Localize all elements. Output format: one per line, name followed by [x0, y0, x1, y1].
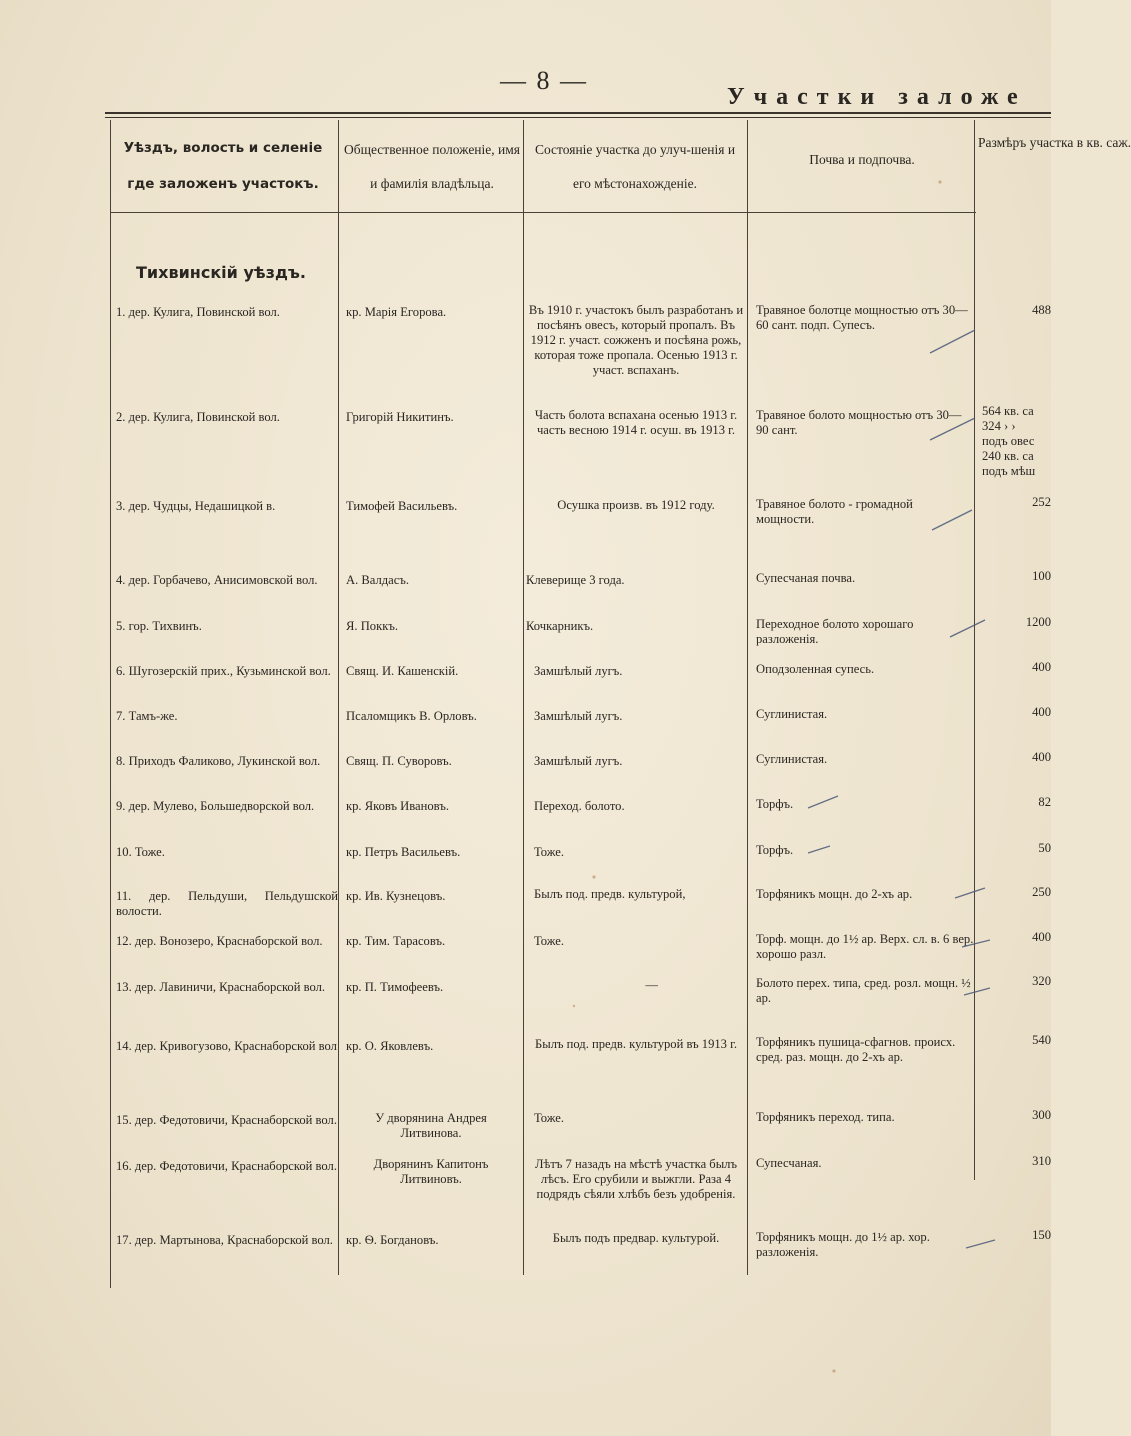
table-border-left — [110, 120, 111, 1288]
row-place: 8. Приходъ Фаликово, Лукинской вол. — [116, 754, 321, 768]
column-divider-3 — [747, 120, 748, 1275]
column-divider-1 — [338, 120, 339, 1275]
row-condition: Часть болота вспахана осенью 1913 г. часть весною 1914 г. осуш. въ 1913 г. — [534, 408, 738, 437]
header-rule — [105, 112, 1051, 114]
row-place: 11. дер. Пельдуши, Пельдушской волости. — [116, 889, 338, 918]
size-line: 240 кв. са — [982, 449, 1034, 463]
row-owner: кр. Яковъ Ивановъ. — [346, 799, 449, 813]
row-owner: кр. Марія Егорова. — [346, 305, 447, 319]
row-size: 82 — [1038, 795, 1051, 809]
size-line: подъ овес — [982, 434, 1035, 448]
page-number: — 8 — — [500, 66, 588, 95]
row-size: 400 — [1032, 750, 1051, 764]
row-size: 488 — [1032, 303, 1051, 317]
header-condition: Состояніе участка до улуч-шенія и его мѣстонахожденіе. — [534, 142, 736, 191]
row-owner: Григорій Никитинъ. — [346, 410, 454, 424]
row-condition: Переход. болото. — [534, 799, 625, 813]
header-owner: Общественное положеніе, имя и фамилія владѣльца. — [343, 142, 521, 191]
row-soil: Торф. мощн. до 1½ ар. Верх. сл. в. 6 вер. хорошо разл. — [756, 932, 974, 961]
header-size: Размѣръ участка в кв. саж. — [978, 135, 1131, 150]
size-line: подъ мѣш — [982, 464, 1036, 478]
row-size: 310 — [1032, 1154, 1051, 1168]
size-line: 324 › › — [982, 419, 1016, 433]
row-condition: Замшѣлый лугъ. — [534, 709, 623, 723]
row-condition: Тоже. — [534, 934, 565, 948]
row-condition: Былъ под. предв. культурой, — [534, 887, 686, 901]
row-owner: кр. Ив. Кузнецовъ. — [346, 889, 446, 903]
row-place: 7. Тамъ-же. — [116, 709, 178, 723]
row-place: 9. дер. Мулево, Большедворской вол. — [116, 799, 315, 813]
row-condition: Осушка произв. въ 1912 году. — [557, 498, 715, 512]
header-rule-thin — [105, 117, 1051, 118]
row-size: 50 — [1038, 841, 1051, 855]
row-place: 4. дер. Горбачево, Анисимовской вол. — [116, 573, 318, 587]
row-owner: У дворянина Андрея Литвинова. — [375, 1111, 487, 1140]
row-place: 14. дер. Кривогузово, Краснаборской вол — [116, 1039, 337, 1053]
row-owner: кр. О. Яковлевъ. — [346, 1039, 434, 1053]
row-condition: Тоже. — [534, 845, 565, 859]
row-condition: Былъ подъ предвар. культурой. — [552, 1231, 720, 1245]
row-size: 250 — [1032, 885, 1051, 899]
row-place: 17. дер. Мартынова, Краснаборской вол. — [116, 1233, 333, 1247]
row-condition: Былъ под. предв. культурой въ 1913 г. — [535, 1037, 737, 1051]
row-place: 3. дер. Чудцы, Недашицкой в. — [116, 499, 276, 513]
row-soil: Травяное болотце мощностью отъ 30—60 сант. подп. Супесъ. — [756, 303, 968, 332]
row-place: 2. дер. Кулига, Повинской вол. — [116, 410, 280, 424]
row-owner: Псаломщикъ В. Орловъ. — [346, 709, 477, 723]
row-condition: Замшѣлый лугъ. — [534, 664, 623, 678]
row-soil: Супесчаная. — [756, 1156, 822, 1170]
row-size: 400 — [1032, 930, 1051, 944]
row-owner: Свящ. П. Суворовъ. — [346, 754, 452, 768]
header-soil: Почва и подпочва. — [809, 152, 915, 167]
row-soil: Переходное болото хорошаго разложенія. — [756, 617, 914, 646]
row-size: 400 — [1032, 660, 1051, 674]
row-size: 1200 — [1025, 615, 1051, 629]
row-condition: Клеверище 3 года. — [526, 573, 625, 587]
row-soil: Травяное болото мощностью отъ 30—90 сант. — [756, 408, 962, 437]
row-soil: Торфъ. — [756, 843, 794, 857]
row-soil: Оподзоленная супесь. — [756, 662, 875, 676]
row-condition: Кочкарникъ. — [526, 619, 594, 633]
row-size: 320 — [1032, 974, 1051, 988]
row-owner: А. Валдасъ. — [346, 573, 410, 587]
row-soil: Торфяникъ мощн. до 1½ ар. хор. разложенія. — [756, 1230, 930, 1259]
row-soil: Травяное болото - громадной мощности. — [756, 497, 913, 526]
row-place: 10. Тоже. — [116, 845, 165, 859]
row-soil: Торфяникъ переход. типа. — [756, 1110, 895, 1124]
column-divider-4 — [974, 120, 975, 1180]
row-size: 300 — [1032, 1108, 1051, 1122]
row-soil: Супесчаная почва. — [756, 571, 856, 585]
size-line: 564 кв. са — [982, 404, 1034, 418]
row-place: 1. дер. Кулига, Повинской вол. — [116, 305, 280, 319]
row-soil: Торфяникъ мощн. до 2-хъ ар. — [756, 887, 913, 901]
row-condition: — — [645, 978, 658, 992]
row-size: 100 — [1032, 569, 1051, 583]
row-place: 6. Шугозерскій прих., Кузьминской вол. — [116, 664, 331, 678]
row-size-multi — [982, 404, 1051, 479]
row-size: 540 — [1032, 1033, 1051, 1047]
row-condition: Въ 1910 г. участокъ былъ разработанъ и посѣянъ овесъ, который пропалъ. Въ 1912 г. участ. сожженъ и посѣяна рожь, которая тоже пропала. Осенью 1913 г. участ. вспаханъ. — [528, 303, 744, 377]
header-district: Уѣздъ, волость и селеніе где заложенъ участокъ. — [123, 140, 323, 192]
row-size: 252 — [1032, 495, 1051, 509]
row-place: 5. гор. Тихвинъ. — [116, 619, 202, 633]
row-place: 16. дер. Федотовичи, Краснаборской вол. — [116, 1159, 337, 1173]
column-divider-2 — [523, 120, 524, 1275]
row-soil: Торфяникъ пушица-сфагнов. происх. сред. раз. мощн. до 2-хъ ар. — [756, 1035, 956, 1064]
row-size: 400 — [1032, 705, 1051, 719]
row-place: 15. дер. Федотовичи, Краснаборской вол. — [116, 1113, 337, 1127]
row-soil: Болото перех. типа, сред. розл. мощн. ½ ар. — [756, 976, 971, 1005]
row-owner: Я. Поккъ. — [346, 619, 398, 633]
row-owner: кр. П. Тимофеевъ. — [346, 980, 444, 994]
row-soil: Суглинистая. — [756, 752, 828, 766]
row-owner: Свящ. И. Кашенскій. — [346, 664, 459, 678]
row-size: 150 — [1032, 1228, 1051, 1242]
row-owner: кр. Ѳ. Богдановъ. — [346, 1233, 439, 1247]
row-soil: Торфъ. — [756, 797, 794, 811]
row-owner: Дворянинъ Капитонъ Литвиновъ. — [373, 1157, 489, 1186]
row-condition: Тоже. — [534, 1111, 565, 1125]
row-owner: Тимофей Васильевъ. — [346, 499, 458, 513]
header-bottom-rule — [110, 212, 976, 213]
district-heading: Тихвинскій уѣздъ. — [136, 263, 306, 282]
running-head: Участки заложе — [727, 84, 1027, 110]
row-place: 12. дер. Вонозеро, Краснаборской вол. — [116, 934, 323, 948]
row-soil: Суглинистая. — [756, 707, 828, 721]
row-condition: Лѣтъ 7 назадъ на мѣстѣ участка былъ лѣсъ. Его срубили и выжгли. Раза 4 подрядъ сѣяли хлѣбъ безъ удобренія. — [535, 1157, 737, 1201]
row-condition: Замшѣлый лугъ. — [534, 754, 623, 768]
row-owner: кр. Петръ Васильевъ. — [346, 845, 461, 859]
row-owner: кр. Тим. Тарасовъ. — [346, 934, 446, 948]
row-place: 13. дер. Лавиничи, Краснаборской вол. — [116, 980, 326, 994]
